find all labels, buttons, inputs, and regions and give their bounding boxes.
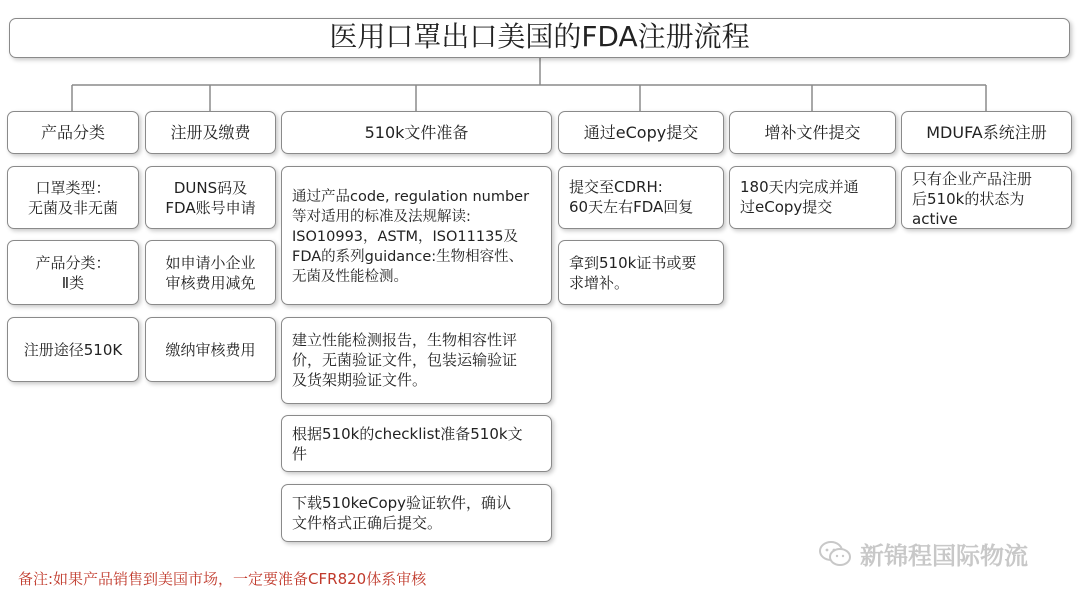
header-product-classification: [7, 111, 139, 154]
step-box: [558, 240, 724, 305]
step-text: 180天内完成并通: [740, 178, 859, 196]
header-label: MDUFA系统注册: [926, 122, 1047, 142]
step-box: [145, 166, 276, 229]
step-text: 及货架期验证文件。: [292, 371, 428, 389]
step-box: [558, 166, 724, 229]
watermark: [818, 536, 1028, 571]
header-mdufa-registration: [901, 111, 1072, 154]
step-box: [281, 484, 552, 542]
step-text: 求增补。: [569, 274, 630, 292]
header-label: 注册及缴费: [170, 122, 251, 142]
header-label: 产品分类: [40, 122, 105, 142]
step-text: 口罩类型：: [35, 178, 111, 197]
header-label: 通过eCopy提交: [583, 122, 699, 142]
step-text: 只有企业产品注册: [912, 170, 1033, 188]
step-box: [7, 240, 139, 305]
step-box: [901, 166, 1072, 229]
header-registration-fees: [145, 111, 276, 154]
step-text: 如申请小企业: [165, 253, 256, 272]
step-box: [145, 240, 276, 305]
step-text: 后510k的状态为: [912, 190, 1025, 208]
step-text: 等对适用的标准及法规解读:: [292, 209, 471, 225]
step-box: [145, 317, 276, 382]
step-text: 通过产品code, regulation number: [292, 189, 530, 205]
step-text: 无菌及非无菌: [27, 198, 118, 217]
step-box: [729, 166, 896, 229]
step-text: 审核费用减免: [165, 273, 256, 292]
header-ecopy-submission: [558, 111, 724, 154]
header-supplement-submission: [729, 111, 896, 154]
step-text: 注册途径510K: [23, 340, 123, 359]
step-text: 无菌及性能检测。: [292, 269, 408, 285]
step-text: FDA的系列guidance:生物相容性、: [292, 249, 524, 265]
wechat-icon: [818, 540, 852, 568]
step-text: 件: [292, 445, 308, 463]
watermark-text: 新锦程国际物流: [860, 542, 1028, 570]
step-text: 建立性能检测报告，生物相容性评: [292, 331, 518, 349]
step-text: active: [912, 210, 958, 228]
step-text: 过eCopy提交: [740, 198, 833, 216]
step-box: [281, 166, 552, 305]
step-text: 提交至CDRH:: [569, 178, 663, 196]
step-text: DUNS码及: [173, 178, 248, 197]
header-510k-preparation: [281, 111, 552, 154]
diagram-title: 医用口罩出口美国的FDA注册流程: [9, 18, 1070, 58]
step-text: 文件格式正确后提交。: [292, 514, 443, 532]
step-box: [281, 317, 552, 404]
step-text: 下载510keCopy验证软件，确认: [292, 494, 512, 512]
header-label: 510k文件准备: [364, 122, 469, 142]
step-text: 根据510k的checklist准备510k文: [292, 425, 523, 443]
step-text: Ⅱ类: [61, 273, 85, 292]
step-text: ISO10993，ASTM，ISO11135及: [292, 229, 519, 245]
step-text: 拿到510k证书或要: [569, 254, 697, 272]
step-text: 缴纳审核费用: [165, 340, 256, 359]
step-box: [281, 415, 552, 472]
step-text: FDA账号申请: [165, 198, 256, 217]
step-text: 产品分类：: [35, 253, 111, 272]
step-text: 60天左右FDA回复: [569, 198, 694, 216]
step-box: [7, 166, 139, 229]
step-box: [7, 317, 139, 382]
footnote: 备注:如果产品销售到美国市场，一定要准备CFR820体系审核: [18, 570, 427, 588]
step-text: 价，无菌验证文件，包装运输验证: [292, 351, 518, 369]
header-label: 增补文件提交: [764, 122, 861, 142]
